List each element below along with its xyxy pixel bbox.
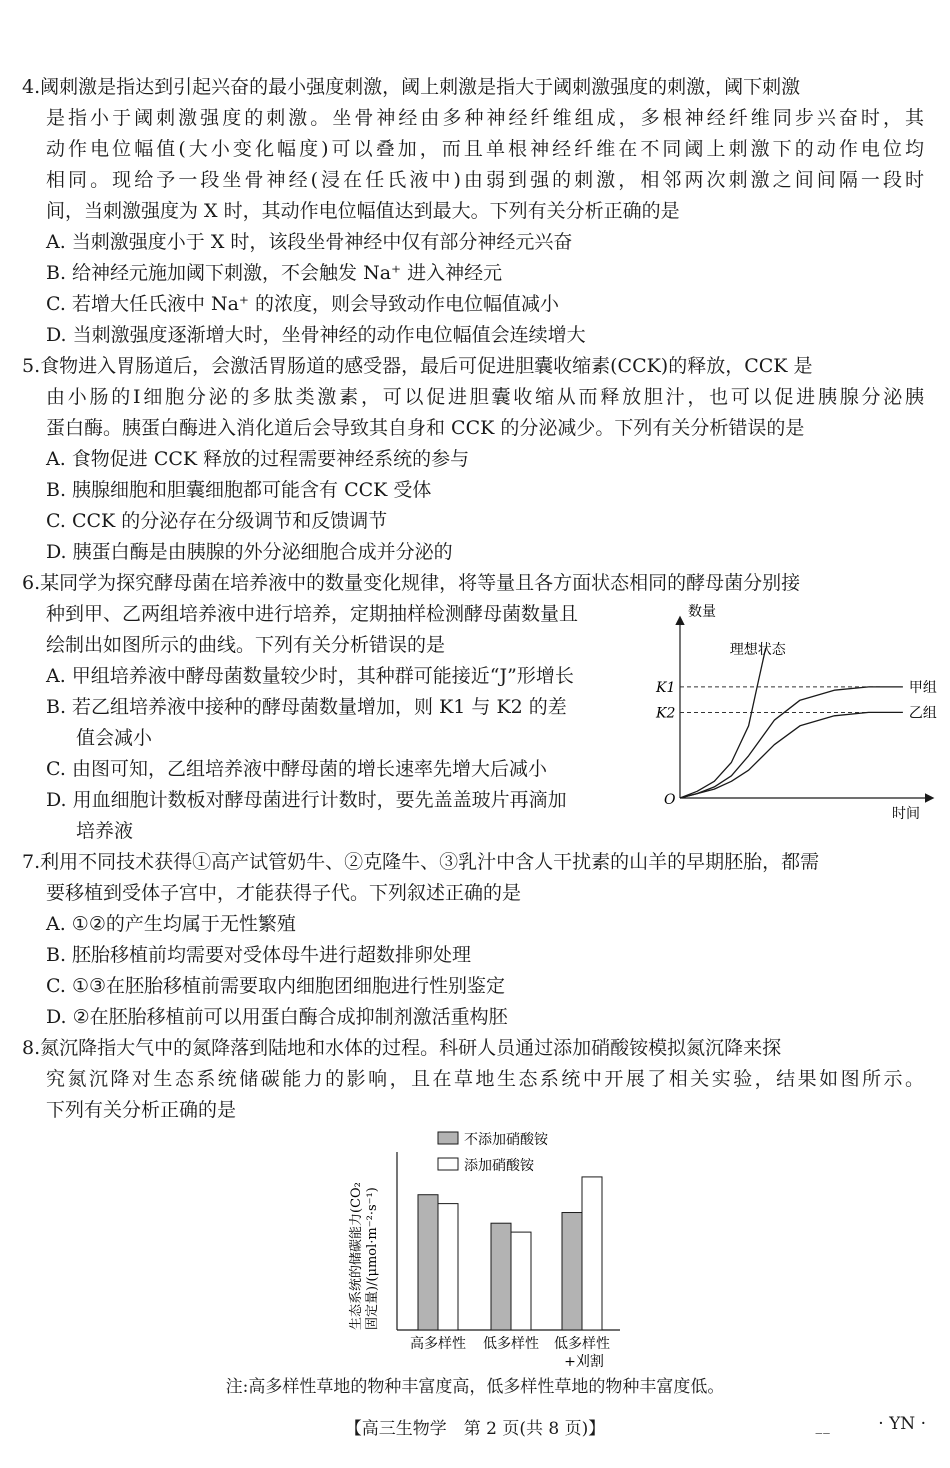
legend-swatch-nitrate [438, 1158, 458, 1170]
q7-option-b: B. 胚胎移植前均需要对受体母牛进行超数排卵处理 [46, 944, 472, 966]
q5-option-c: C. CCK 的分泌存在分级调节和反馈调节 [46, 510, 388, 532]
y-axis-label-line-1: 生态系统的储碳能力(CO₂ [349, 1182, 364, 1330]
k-label-K2: K2 [656, 705, 676, 722]
q6-line-3: 绘制出如图所示的曲线。下列有关分析错误的是 [46, 634, 446, 656]
series-label-2: 乙组 [908, 705, 937, 722]
q5-line-2: 由小肠的Ⅰ细胞分泌的多肽类激素，可以促进胆囊收缩从而释放胆汁，也可以促进胰腺分泌胰 [46, 386, 924, 408]
q4-line-4: 相同。现给予一段坐骨神经(浸在任氏液中)由弱到强的刺激，相邻两次刺激之间间隔一段时 [46, 169, 924, 191]
growth-curve-chart [650, 598, 940, 830]
q6-line-1: 6.某同学为探究酵母菌在培养液中的数量变化规律，将等量且各方面状态相同的酵母菌分别接 [22, 572, 801, 594]
y-axis-label: 数量 [688, 604, 716, 620]
bar-1-0 [491, 1223, 511, 1330]
q6-option-b-cont: 值会减小 [76, 727, 153, 749]
q5-line-1: 5.食物进入胃肠道后，会激活胃肠道的感受器，最后可促进胆囊收缩素(CCK)的释放，CCK 是 [22, 355, 813, 377]
q6-option-d-cont: 培养液 [76, 820, 134, 842]
q5-option-d: D. 胰蛋白酶是由胰腺的外分泌细胞合成并分泌的 [46, 541, 453, 563]
q4-line-5: 间，当刺激强度为 X 时，其动作电位幅值达到最大。下列有关分析正确的是 [46, 200, 680, 222]
q4-option-a: A. 当刺激强度小于 X 时，该段坐骨神经中仅有部分神经元兴奋 [46, 231, 573, 253]
footer-code: · YN · [878, 1414, 926, 1434]
bar-0-1 [438, 1204, 458, 1330]
bar-2-1 [582, 1177, 602, 1330]
q6-line-2: 种到甲、乙两组培养液中进行培养，定期抽样检测酵母菌数量且 [46, 603, 579, 625]
q4-option-d: D. 当刺激强度逐渐增大时，坐骨神经的动作电位幅值会连续增大 [46, 324, 586, 346]
origin-label: O [664, 792, 676, 808]
page-footer: 【高三生物学 第 2 页(共 8 页)】 [344, 1419, 606, 1439]
bar-0-0 [418, 1195, 438, 1330]
q8-line-1: 8.氮沉降指大气中的氮降落到陆地和水体的过程。科研人员通过添加硝酸铵模拟氮沉降来探 [22, 1037, 782, 1059]
category-label-low-mow-1: 低多样性 [554, 1336, 610, 1352]
q4-line-2: 是指小于阈刺激强度的刺激。坐骨神经由多种神经纤维组成，多根神经纤维同步兴奋时，其 [46, 107, 924, 129]
q5-option-a: A. 食物促进 CCK 释放的过程需要神经系统的参与 [46, 448, 470, 470]
series-label-1: 甲组 [908, 679, 937, 696]
q5-line-3: 蛋白酶。胰蛋白酶进入消化道后会导致其自身和 CCK 的分泌减少。下列有关分析错误的是 [46, 417, 805, 439]
series-label-0: 理想状态 [729, 642, 786, 658]
q7-option-c: C. ①③在胚胎移植前需要取内细胞团细胞进行性别鉴定 [46, 975, 506, 997]
x-axis-label: 时间 [892, 806, 920, 822]
legend-swatch-no-nitrate [438, 1132, 458, 1144]
q4-line-3: 动作电位幅值(大小变化幅度)可以叠加，而且单根神经纤维在不同阈上刺激下的动作电位均 [46, 138, 924, 160]
legend-label-nitrate: 添加硝酸铵 [464, 1158, 534, 1174]
q6-option-b: B. 若乙组培养液中接种的酵母菌数量增加，则 K1 与 K2 的差 [46, 696, 567, 718]
category-label-low: 低多样性 [483, 1336, 539, 1352]
q5-option-b: B. 胰腺细胞和胆囊细胞都可能含有 CCK 受体 [46, 479, 432, 501]
q8-line-2: 究氮沉降对生态系统储碳能力的影响，且在草地生态系统中开展了相关实验，结果如图所示。 [46, 1068, 924, 1090]
bar-1-1 [511, 1232, 531, 1330]
k-label-K1: K1 [656, 679, 676, 696]
q6-option-d: D. 用血细胞计数板对酵母菌进行计数时，要先盖盖玻片再滴加 [46, 789, 567, 811]
category-label-low-mow-2: +刈割 [564, 1354, 604, 1370]
category-label-high: 高多样性 [410, 1336, 466, 1352]
figure-note: 注:高多样性草地的物种丰富度高，低多样性草地的物种丰富度低。 [225, 1377, 725, 1397]
q4-line-1: 4.阈刺激是指达到引起兴奋的最小强度刺激，阈上刺激是指大于阈刺激强度的刺激，阈下刺激 [22, 76, 801, 98]
q7-line-1: 7.利用不同技术获得①高产试管奶牛、②克隆牛、③乳汁中含人干扰素的山羊的早期胚胎，都需 [22, 851, 820, 873]
q6-option-c: C. 由图可知，乙组培养液中酵母菌的增长速率先增大后减小 [46, 758, 547, 780]
series-curve-0 [680, 648, 766, 798]
q7-line-2: 要移植到受体子宫中，才能获得子代。下列叙述正确的是 [46, 882, 522, 904]
series-curve-2 [680, 712, 903, 798]
legend-label-no-nitrate: 不添加硝酸铵 [464, 1132, 548, 1148]
y-axis-label-line-2: 固定量)/(μmol·m⁻²·s⁻¹) [365, 1187, 380, 1330]
carbon-storage-bar-chart [340, 1118, 630, 1380]
q7-option-a: A. ①②的产生均属于无性繁殖 [46, 913, 296, 935]
q7-option-d: D. ②在胚胎移植前可以用蛋白酶合成抑制剂激活重构胚 [46, 1006, 508, 1028]
footer-mark: ‒‒ [815, 1426, 831, 1440]
q8-line-3: 下列有关分析正确的是 [46, 1099, 237, 1121]
q4-option-b: B. 给神经元施加阈下刺激，不会触发 Na⁺ 进入神经元 [46, 262, 503, 284]
q4-option-c: C. 若增大任氏液中 Na⁺ 的浓度，则会导致动作电位幅值减小 [46, 293, 560, 315]
bar-2-0 [562, 1213, 582, 1330]
q6-option-a: A. 甲组培养液中酵母菌数量较少时，其种群可能接近“J”形增长 [46, 665, 574, 687]
